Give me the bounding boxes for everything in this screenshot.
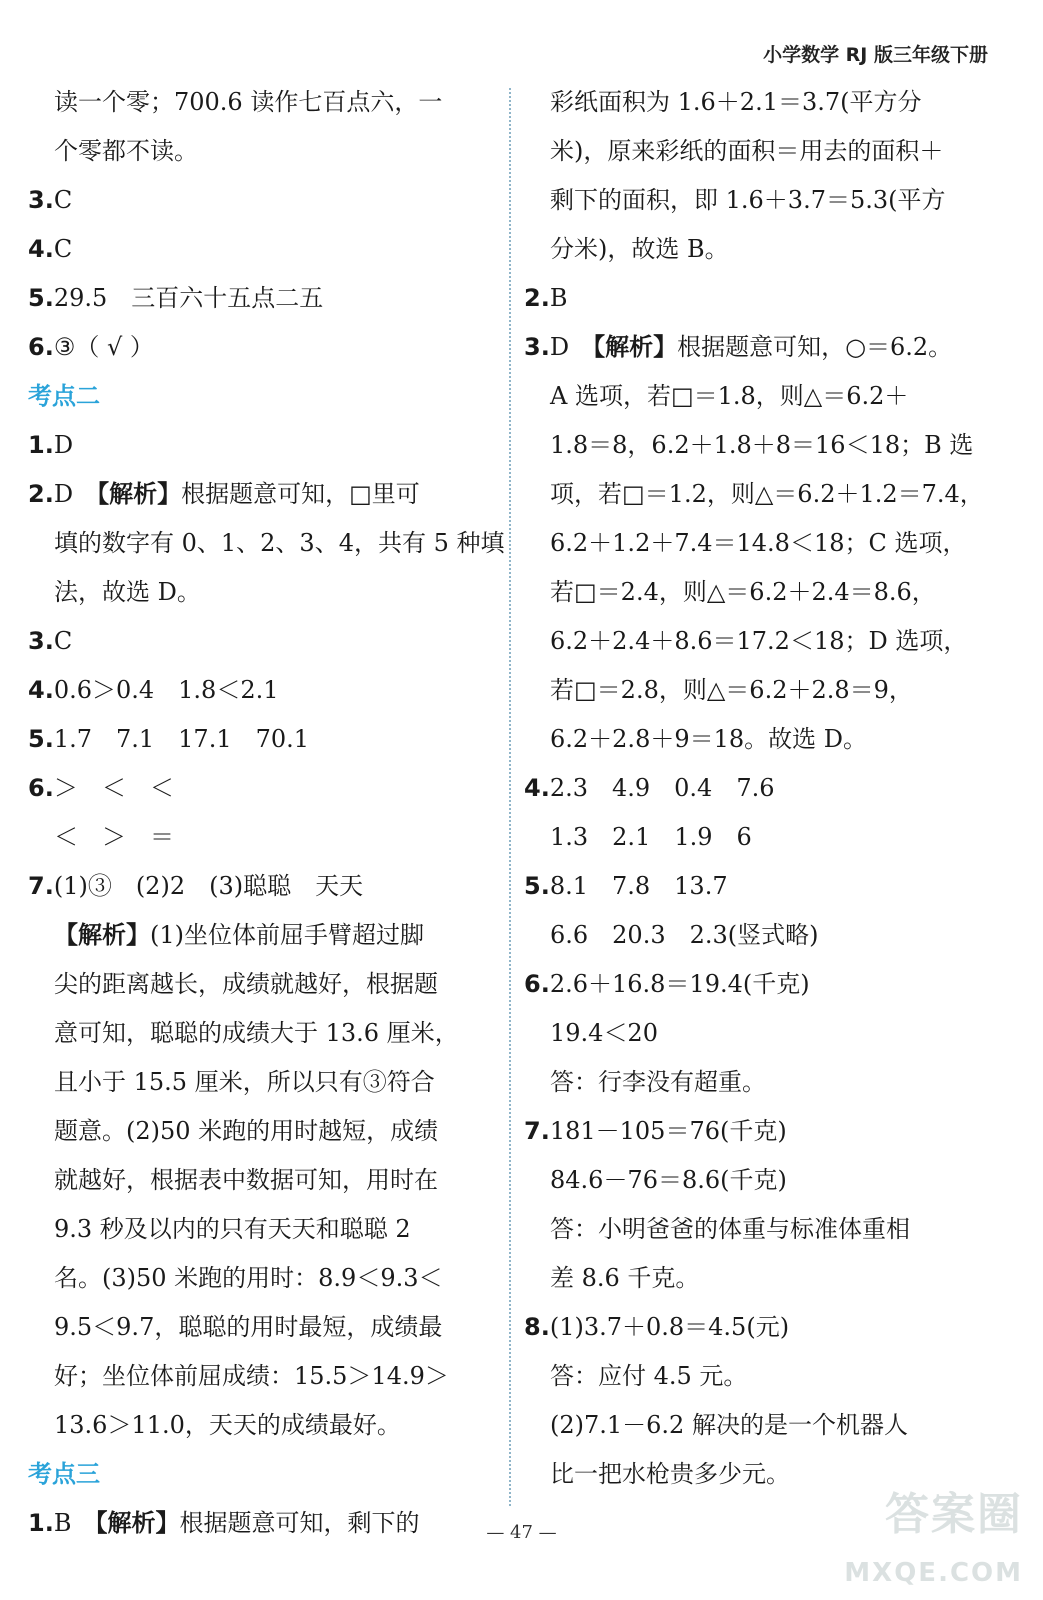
answer-line xyxy=(524,78,994,127)
answer-line xyxy=(28,519,505,568)
answer-line xyxy=(524,274,994,323)
answer-text: 法，故选 D。 xyxy=(54,578,201,606)
answer-text: 2.3 4.9 0.4 7.6 xyxy=(549,774,775,802)
question-number: 5. xyxy=(28,284,54,312)
answer-text: 29.5 三百六十五点二五 xyxy=(53,284,324,312)
answer-text: 尖的距离越长，成绩就越好，根据题 xyxy=(54,970,438,998)
answer-text: 答：应付 4.5 元。 xyxy=(550,1362,748,1390)
answer-line xyxy=(524,911,994,960)
answer-line xyxy=(524,1058,994,1107)
question-number: 7. xyxy=(524,1117,550,1145)
answer-line xyxy=(28,911,490,960)
answer-line xyxy=(28,127,490,176)
answer-text: B xyxy=(53,1509,96,1537)
answer-text: 剩下的面积，即 1.6＋3.7＝5.3(平方 xyxy=(550,186,946,214)
answer-text: 好；坐位体前屈成绩：15.5＞14.9＞ xyxy=(54,1362,449,1390)
answer-line xyxy=(28,274,490,323)
question-number: 3. xyxy=(28,627,54,655)
answer-line xyxy=(28,78,490,127)
answer-line xyxy=(524,666,994,715)
answer-text: 0.6＞0.4 1.8＜2.1 xyxy=(53,676,279,704)
answer-text: 2.6＋16.8＝19.4(千克) xyxy=(549,970,810,998)
answer-line xyxy=(28,715,490,764)
answer-line xyxy=(28,666,490,715)
answer-text: D xyxy=(53,431,74,459)
analysis-text: (1)坐位体前屈手臂超过脚 xyxy=(150,921,424,949)
section-heading: 考点三 xyxy=(28,1460,100,1488)
answer-line xyxy=(524,1205,994,1254)
analysis-tag: 【解析】 xyxy=(593,333,678,361)
analysis-tag: 【解析】 xyxy=(97,480,182,508)
question-number: 1. xyxy=(28,1509,54,1537)
question-number: 8. xyxy=(524,1313,550,1341)
answer-text: 分米)，故选 B。 xyxy=(550,235,729,263)
answer-line xyxy=(524,568,994,617)
answer-line xyxy=(524,323,994,372)
question-number: 6. xyxy=(524,970,550,998)
answer-line xyxy=(28,960,490,1009)
answer-text: 意可知，聪聪的成绩大于 13.6 厘米， xyxy=(54,1019,459,1047)
analysis-tag: 【解析】 xyxy=(54,921,150,949)
answer-text: 答：小明爸爸的体重与标准体重相 xyxy=(550,1215,910,1243)
answer-text: 19.4＜20 xyxy=(550,1019,658,1047)
question-number: 7. xyxy=(28,872,54,900)
answer-line xyxy=(28,813,490,862)
answer-line xyxy=(524,862,994,911)
answer-text: 1.3 2.1 1.9 6 xyxy=(550,823,752,851)
answer-text: 名。(3)50 米跑的用时：8.9＜9.3＜ xyxy=(54,1264,443,1292)
right-column xyxy=(524,78,994,1499)
answer-text: 1.8＝8，6.2＋1.8＋8＝16＜18；B 选 xyxy=(550,431,974,459)
question-number: 5. xyxy=(524,872,550,900)
question-number: 1. xyxy=(28,431,54,459)
answer-line xyxy=(524,127,994,176)
answer-text: 差 8.6 千克。 xyxy=(550,1264,700,1292)
answer-text: 且小于 15.5 厘米，所以只有③符合 xyxy=(54,1068,435,1096)
watermark-logo xyxy=(844,1478,1023,1588)
question-number: 4. xyxy=(524,774,550,802)
answer-line xyxy=(524,225,994,274)
answer-text: 答：行李没有超重。 xyxy=(550,1068,766,1096)
watermark-text-top: 答案圈 xyxy=(885,1489,1023,1540)
answer-text: ＜ ＞ ＝ xyxy=(54,823,174,851)
answer-text: 8.1 7.8 13.7 xyxy=(549,872,728,900)
answer-line xyxy=(28,176,490,225)
answer-line xyxy=(524,1107,994,1156)
answer-line xyxy=(28,1352,490,1401)
question-number: 6. xyxy=(28,774,54,802)
answer-text: C xyxy=(53,235,73,263)
answer-line xyxy=(524,617,994,666)
section-heading: 考点二 xyxy=(28,382,100,410)
answer-text: B xyxy=(549,284,568,312)
answer-text: 13.6＞11.0，天天的成绩最好。 xyxy=(54,1411,401,1439)
question-number: 3. xyxy=(524,333,550,361)
question-number: 2. xyxy=(524,284,550,312)
answer-line xyxy=(28,862,490,911)
answer-text: D xyxy=(53,480,98,508)
answer-line xyxy=(28,1009,490,1058)
answer-text: D xyxy=(549,333,594,361)
answer-line xyxy=(524,1156,994,1205)
answer-line xyxy=(28,1156,490,1205)
answer-line xyxy=(28,568,490,617)
answer-text: 9.3 秒及以内的只有天天和聪聪 2 xyxy=(54,1215,411,1243)
page-header: 小学数学 RJ 版三年级下册 xyxy=(763,44,988,66)
answer-line xyxy=(524,764,994,813)
answer-text: 题意。(2)50 米跑的用时越短，成绩 xyxy=(54,1117,439,1145)
question-number: 2. xyxy=(28,480,54,508)
answer-text: (2)7.1－6.2 解决的是一个机器人 xyxy=(550,1411,908,1439)
answer-text: 彩纸面积为 1.6＋2.1＝3.7(平方分 xyxy=(550,88,922,116)
answer-text: 就越好，根据表中数据可知，用时在 xyxy=(54,1166,438,1194)
answer-text: 米)，原来彩纸的面积＝用去的面积＋ xyxy=(550,137,944,165)
answer-line xyxy=(524,470,994,519)
answer-line xyxy=(524,372,994,421)
question-number: 4. xyxy=(28,235,54,263)
answer-text: 个零都不读。 xyxy=(54,137,198,165)
answer-text: 比一把水枪贵多少元。 xyxy=(550,1460,790,1488)
answer-line xyxy=(28,617,490,666)
answer-text: (1)③ (2)2 (3)聪聪 天天 xyxy=(53,872,364,900)
answer-text: 若□＝2.4，则△＝6.2＋2.4＝8.6， xyxy=(550,578,936,606)
answer-text: C xyxy=(53,186,73,214)
answer-text: C xyxy=(53,627,73,655)
page-number: — 47 — xyxy=(486,1522,557,1543)
question-number: 4. xyxy=(28,676,54,704)
answer-line xyxy=(28,225,490,274)
answer-line xyxy=(524,421,994,470)
answer-line xyxy=(28,1303,490,1352)
analysis-text: 根据题意可知，剩下的 xyxy=(179,1509,420,1537)
answer-line xyxy=(28,1401,490,1450)
answer-text: (1)3.7＋0.8＝4.5(元) xyxy=(549,1313,790,1341)
answer-text: 1.7 7.1 17.1 70.1 xyxy=(53,725,310,753)
answer-text: ＞ ＜ ＜ xyxy=(53,774,174,802)
answer-line xyxy=(28,421,490,470)
answer-line xyxy=(28,764,490,813)
answer-text: 6.2＋2.4＋8.6＝17.2＜18；D 选项， xyxy=(550,627,968,655)
answer-text: 6.6 20.3 2.3(竖式略) xyxy=(550,921,819,949)
answer-line xyxy=(524,176,994,225)
answer-line xyxy=(524,1254,994,1303)
answer-line xyxy=(524,813,994,862)
column-divider xyxy=(509,88,511,1506)
answer-line xyxy=(28,1058,490,1107)
answer-line xyxy=(524,960,994,1009)
answer-line xyxy=(28,1107,490,1156)
answer-line xyxy=(524,1401,994,1450)
answer-line xyxy=(524,1303,994,1352)
answer-text: A 选项，若□＝1.8，则△＝6.2＋ xyxy=(550,382,909,410)
answer-text: 9.5＜9.7，聪聪的用时最短，成绩最 xyxy=(54,1313,443,1341)
answer-line xyxy=(28,470,490,519)
answer-text: 84.6－76＝8.6(千克) xyxy=(550,1166,787,1194)
answer-text: ③（ √ ） xyxy=(53,333,154,361)
answer-text: 6.2＋2.8＋9＝18。故选 D。 xyxy=(550,725,868,753)
question-number: 6. xyxy=(28,333,54,361)
watermark-text-bottom: MXQE.COM xyxy=(844,1558,1023,1588)
answer-text: 若□＝2.8，则△＝6.2＋2.8＝9， xyxy=(550,676,913,704)
answer-line xyxy=(28,1205,490,1254)
question-number: 3. xyxy=(28,186,54,214)
analysis-text: 根据题意可知，○＝6.2。 xyxy=(677,333,953,361)
answer-line xyxy=(28,1254,490,1303)
left-column xyxy=(28,78,505,1548)
answer-line xyxy=(524,1009,994,1058)
answer-text: 6.2＋1.2＋7.4＝14.8＜18；C 选项， xyxy=(550,529,967,557)
answer-text: 读一个零；700.6 读作七百点六，一 xyxy=(54,88,443,116)
question-number: 5. xyxy=(28,725,54,753)
answer-text: 181－105＝76(千克) xyxy=(549,1117,787,1145)
answer-line xyxy=(524,715,994,764)
answer-line xyxy=(28,323,490,372)
analysis-text: 根据题意可知，□里可 xyxy=(181,480,420,508)
answer-line xyxy=(524,519,994,568)
analysis-tag: 【解析】 xyxy=(95,1509,180,1537)
answer-line xyxy=(524,1352,994,1401)
answer-text: 项，若□＝1.2，则△＝6.2＋1.2＝7.4， xyxy=(550,480,984,508)
answer-text: 填的数字有 0、1、2、3、4，共有 5 种填 xyxy=(54,529,505,557)
